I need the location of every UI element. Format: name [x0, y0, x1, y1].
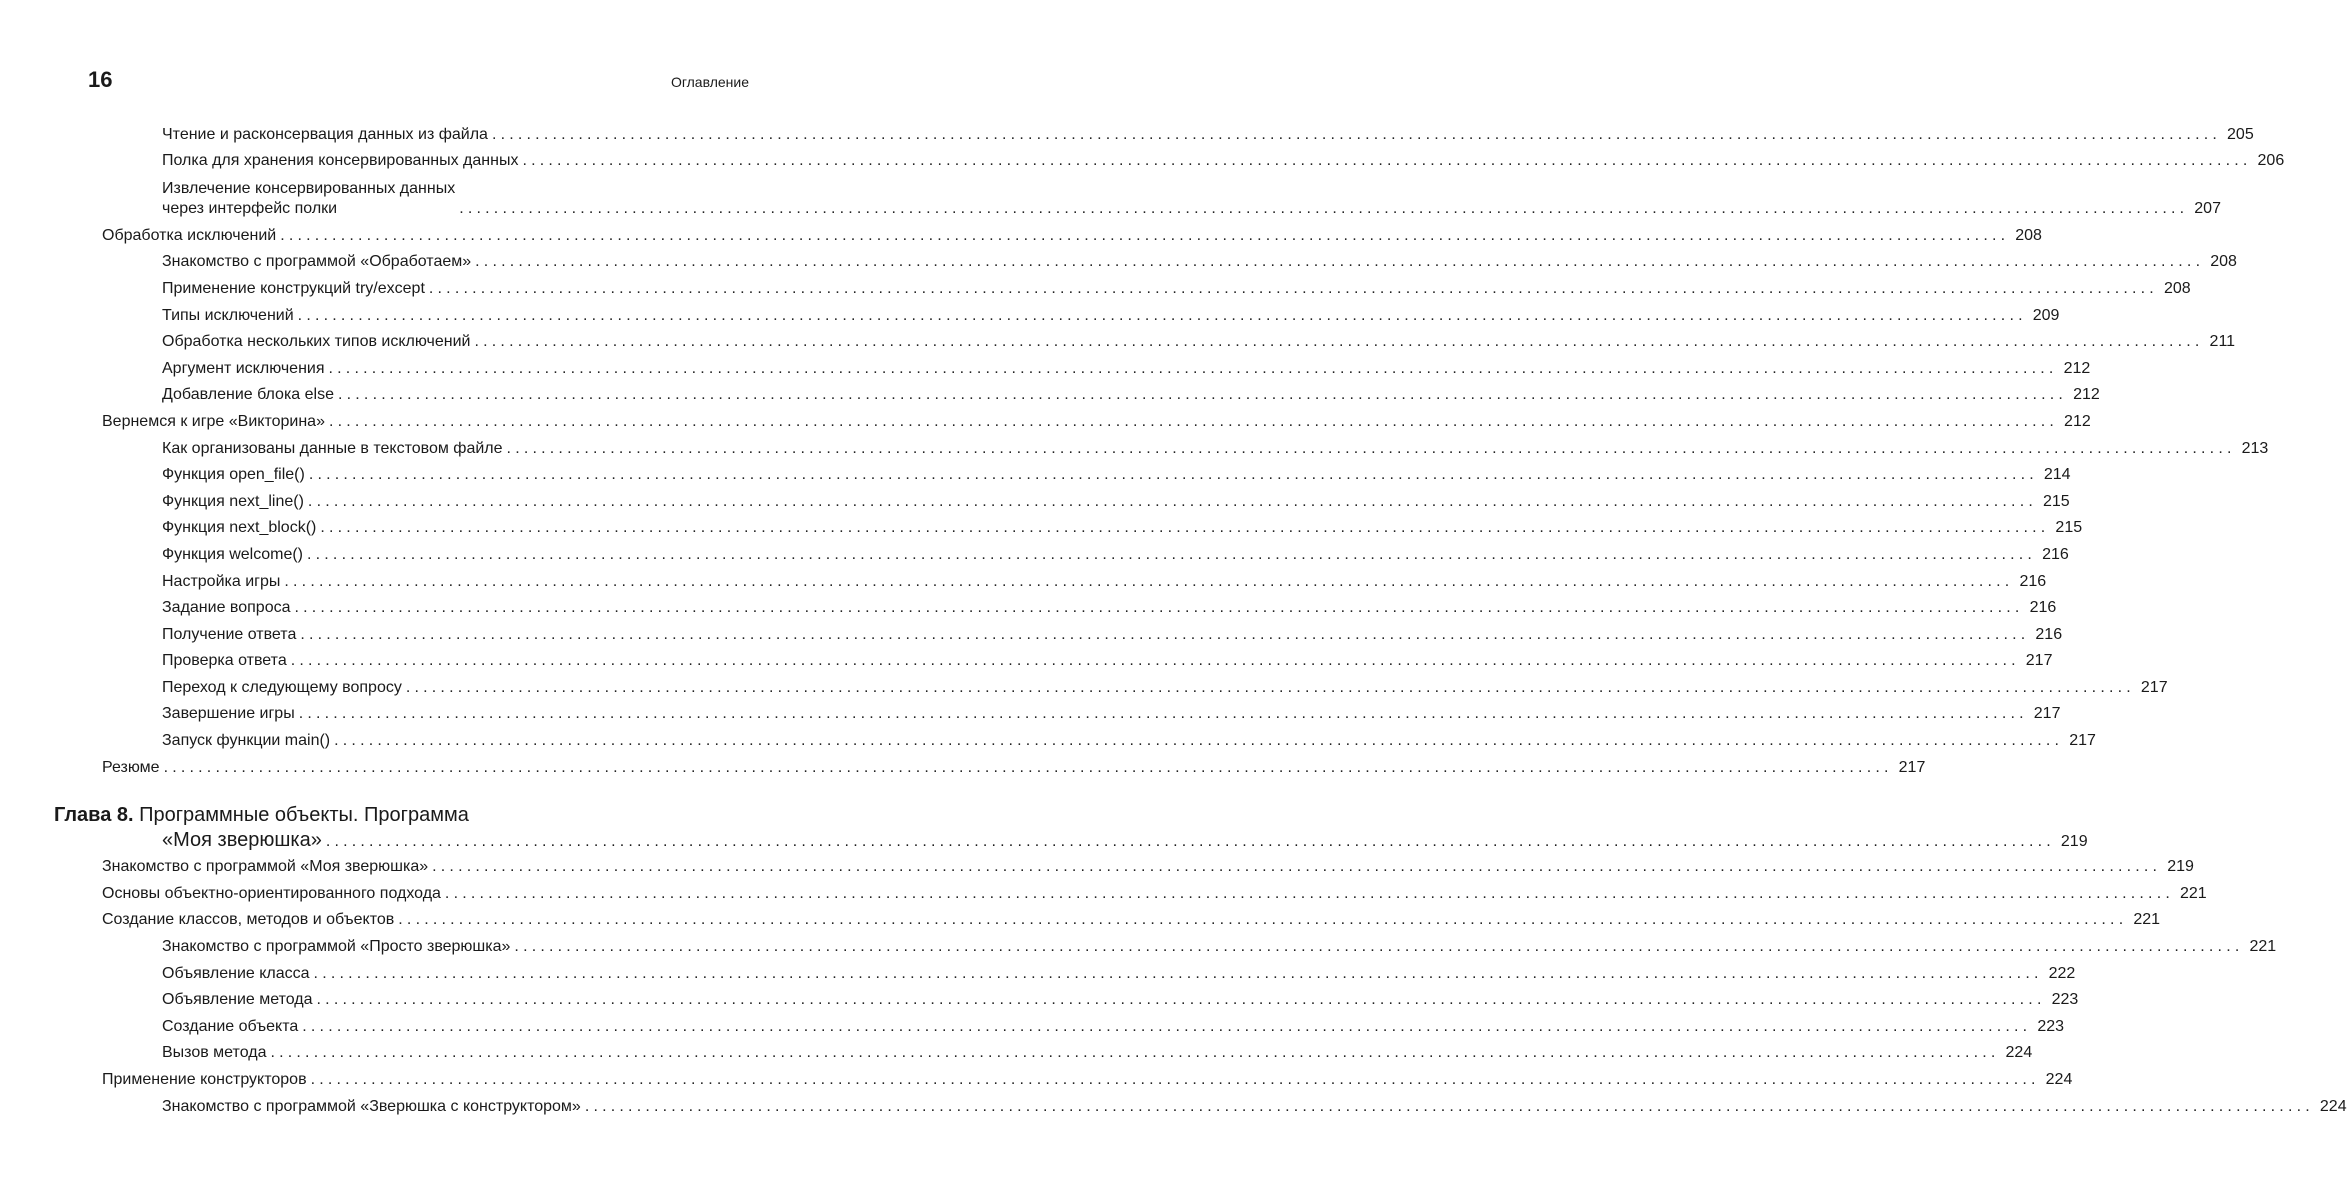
toc-entry[interactable]: [0, 148, 2285, 175]
toc-entry[interactable]: [0, 355, 2091, 382]
toc-entry-label: Чтение и расконсервация данных из файла: [162, 125, 488, 143]
toc-entry-label: Объявление класса: [162, 964, 310, 982]
dot-leader: ........................................................................................................................................................................................................: [298, 705, 2028, 723]
toc-entry-label: Получение ответа: [162, 625, 297, 643]
dot-leader: ........................................................................................................................................................................................................: [284, 572, 2014, 590]
toc-entry-page-number: 205: [2227, 125, 2254, 143]
toc-entry-page-number: 217: [2033, 705, 2061, 723]
toc-entry[interactable]: [0, 382, 2100, 409]
toc-entry[interactable]: [0, 275, 2191, 302]
toc-entry[interactable]: [0, 1013, 2065, 1040]
toc-entry-page-number: 215: [2055, 519, 2083, 537]
toc-entry-page-number: 222: [2048, 964, 2076, 982]
toc-entry-page-number: 224: [2045, 1071, 2073, 1088]
dot-leader: ........................................................................................................................................................................................................: [514, 938, 2244, 956]
toc-entry-label: Вызов метода: [162, 1044, 267, 1062]
dot-leader: ........................................................................................................................................................................................................: [334, 732, 2064, 750]
table-of-contents: [0, 121, 2347, 1120]
toc-entry-page-number: 217: [2069, 732, 2096, 750]
toc-entry[interactable]: [0, 121, 2254, 148]
dot-leader: ........................................................................................................................................................................................................: [308, 466, 2038, 484]
toc-entry-label: Функция welcome(): [162, 545, 303, 563]
dot-leader: ........................................................................................................................................................................................................: [280, 226, 2010, 244]
toc-entry[interactable]: [0, 701, 2061, 728]
toc-entry-page-number: 224: [2319, 1097, 2347, 1115]
toc-entry-label: Создание объекта: [162, 1017, 299, 1035]
toc-entry-label: [162, 179, 455, 222]
toc-entry[interactable]: [0, 907, 2161, 934]
toc-entry[interactable]: [0, 674, 2168, 701]
dot-leader: ........................................................................................................................................................................................................: [328, 412, 2059, 430]
chapter-title-line2: «Моя зверюшка»: [162, 828, 322, 851]
toc-entry[interactable]: [0, 488, 2070, 515]
dot-leader: ........................................................................................................................................................................................................: [459, 200, 2189, 218]
toc-entry[interactable]: [0, 302, 2060, 329]
dot-leader: ........................................................................................................................................................................................................: [302, 1017, 2032, 1035]
toc-entry-page-number: 207: [2194, 200, 2221, 218]
toc-entry-page-number: 216: [2019, 572, 2047, 590]
toc-entry-page-number: 216: [2029, 599, 2057, 617]
toc-entry-page-number: 224: [2005, 1044, 2033, 1062]
dot-leader: ........................................................................................................................................................................................................: [474, 333, 2204, 351]
toc-entry-page-number: 213: [2241, 439, 2269, 457]
toc-entry-label: Добавление блока else: [162, 386, 334, 404]
dot-leader: ........................................................................................................................................................................................................: [584, 1097, 2314, 1115]
toc-entry-page-number: 211: [2209, 333, 2236, 351]
toc-entry[interactable]: [0, 541, 2069, 568]
dot-leader: ........................................................................................................................................................................................................: [338, 386, 2068, 404]
dot-leader: ........................................................................................................................................................................................................: [307, 545, 2037, 563]
toc-entry-label: Обработка нескольких типов исключений: [162, 333, 471, 351]
toc-entry-label: Знакомство с программой «Моя зверюшка»: [102, 858, 429, 876]
toc-entry[interactable]: [0, 933, 2277, 960]
toc-entry-page-number: 206: [2257, 152, 2285, 170]
toc-entry[interactable]: [0, 727, 2096, 754]
dot-leader: ........................................................................................................................................................................................................: [325, 832, 2055, 850]
toc-entry[interactable]: [0, 329, 2236, 356]
toc-entry[interactable]: [0, 249, 2237, 276]
toc-entry[interactable]: [0, 222, 2042, 249]
toc-entry-page-number: 221: [2179, 884, 2207, 902]
toc-entry-label: Как организованы данные в текстовом файле: [162, 439, 503, 457]
toc-entry[interactable]: [0, 854, 2194, 881]
toc-entry-label: Переход к следующему вопросу: [162, 678, 402, 696]
toc-entry[interactable]: [0, 1066, 2073, 1093]
toc-entry[interactable]: [0, 621, 2063, 648]
chapter-heading[interactable]: [0, 802, 2088, 854]
toc-entry-label: Функция open_file(): [162, 466, 305, 484]
toc-entry-label-line1: Извлечение консервированных данных: [162, 180, 456, 198]
dot-leader: ........................................................................................................................................................................................................: [475, 253, 2205, 271]
toc-entry-page-number: 217: [2140, 678, 2168, 696]
toc-entry-label: Функция next_line(): [162, 492, 304, 510]
dot-leader: ........................................................................................................................................................................................................: [297, 306, 2027, 324]
toc-entry[interactable]: [0, 648, 2053, 675]
toc-entry-page-number: 221: [2133, 911, 2161, 929]
toc-entry-label: Аргумент исключения: [162, 359, 325, 377]
toc-entry[interactable]: [0, 568, 2047, 595]
toc-entry-page-number: 215: [2042, 492, 2070, 510]
toc-entry-label: Типы исключений: [162, 306, 294, 324]
toc-entry[interactable]: [0, 1040, 2033, 1067]
toc-entry-label: Резюме: [102, 758, 160, 776]
toc-entry-label: Вернемся к игре «Викторина»: [102, 412, 325, 430]
toc-entry[interactable]: [0, 174, 2221, 222]
dot-leader: ........................................................................................................................................................................................................: [313, 964, 2043, 982]
toc-entry-page-number: 208: [2015, 226, 2042, 244]
toc-entry-label: Запуск функции main(): [162, 732, 331, 750]
toc-entry-page-number: 223: [2037, 1017, 2065, 1035]
toc-entry-label: Настройка игры: [162, 572, 281, 590]
dot-leader: ........................................................................................................................................................................................................: [300, 625, 2030, 643]
toc-entry-label: Задание вопроса: [162, 599, 291, 617]
toc-entry-page-number: 212: [2064, 412, 2091, 430]
toc-entry-page-number: 221: [2249, 938, 2277, 956]
toc-entry-page-number: 212: [2073, 386, 2100, 404]
toc-entry-label: Полка для хранения консервированных данных: [162, 152, 519, 170]
toc-entry[interactable]: [0, 1093, 2347, 1120]
toc-entry-page-number: 208: [2210, 253, 2237, 271]
toc-entry-page-number: 209: [2032, 306, 2060, 324]
dot-leader: ........................................................................................................................................................................................................: [328, 359, 2058, 377]
toc-entry[interactable]: [0, 408, 2091, 435]
toc-entry[interactable]: [0, 960, 2076, 987]
toc-entry-label: Применение конструкторов: [102, 1071, 307, 1088]
chapter-title-line1: Программные объекты. Программа: [139, 803, 469, 826]
toc-entry-page-number: 212: [2063, 359, 2091, 377]
dot-leader: ........................................................................................................................................................................................................: [310, 1071, 2040, 1088]
dot-leader: ........................................................................................................................................................................................................: [506, 439, 2236, 457]
dot-leader: ........................................................................................................................................................................................................: [405, 678, 2135, 696]
toc-entry-label: Применение конструкций try/except: [162, 279, 425, 297]
toc-entry-label-line2: через интерфейс полки: [162, 200, 338, 218]
toc-entry-page-number: 214: [2043, 466, 2071, 484]
toc-entry-page-number: 216: [2035, 625, 2063, 643]
dot-leader: ........................................................................................................................................................................................................: [270, 1044, 2000, 1062]
toc-entry[interactable]: [0, 435, 2269, 462]
toc-entry[interactable]: [0, 880, 2207, 907]
running-header: Оглавление: [670, 74, 749, 90]
dot-leader: ........................................................................................................................................................................................................: [522, 152, 2252, 170]
dot-leader: ........................................................................................................................................................................................................: [316, 991, 2046, 1009]
chapter-label: Глава 8.: [54, 803, 134, 826]
toc-entry-label: Знакомство с программой «Просто зверюшка»: [162, 938, 511, 956]
toc-entry-label: Функция next_block(): [162, 519, 317, 537]
page-number: 16: [88, 67, 113, 92]
toc-entry-page-number: 219: [2167, 858, 2194, 876]
toc-section-chapter-8: [0, 854, 2347, 1120]
toc-entry[interactable]: [0, 462, 2071, 489]
toc-entry-label: Знакомство с программой «Зверюшка с конструктором»: [162, 1097, 581, 1115]
toc-entry-label: Обработка исключений: [102, 226, 277, 244]
toc-entry-label: Основы объектно-ориентированного подхода: [102, 884, 441, 902]
toc-entry-label: Знакомство с программой «Обработаем»: [162, 253, 472, 271]
toc-entry[interactable]: [0, 515, 2083, 542]
toc-entry-label: Проверка ответа: [162, 652, 287, 670]
toc-entry[interactable]: [0, 987, 2079, 1014]
dot-leader: ........................................................................................................................................................................................................: [163, 758, 1893, 776]
dot-leader: ........................................................................................................................................................................................................: [307, 492, 2037, 510]
dot-leader: ........................................................................................................................................................................................................: [294, 599, 2024, 617]
dot-leader: ........................................................................................................................................................................................................: [320, 519, 2050, 537]
toc-entry-label: Объявление метода: [162, 991, 313, 1009]
dot-leader: ........................................................................................................................................................................................................: [428, 279, 2158, 297]
toc-entry-page-number: 216: [2042, 545, 2069, 563]
toc-entry-page-number: 208: [2163, 279, 2191, 297]
dot-leader: ........................................................................................................................................................................................................: [432, 858, 2162, 876]
toc-entry[interactable]: [0, 595, 2057, 622]
dot-leader: ........................................................................................................................................................................................................: [290, 652, 2020, 670]
toc-entry-page-number: 223: [2051, 991, 2079, 1009]
toc-entry[interactable]: [0, 754, 1926, 781]
toc-entry-label: Создание классов, методов и объектов: [102, 911, 395, 929]
toc-section-chapter-7-continued: [0, 121, 2285, 781]
dot-leader: ........................................................................................................................................................................................................: [444, 884, 2174, 902]
toc-entry-page-number: 217: [2025, 652, 2053, 670]
chapter-page-number: 219: [2060, 832, 2088, 850]
dot-leader: ........................................................................................................................................................................................................: [398, 911, 2128, 929]
dot-leader: ........................................................................................................................................................................................................: [491, 125, 2222, 143]
toc-entry-page-number: 217: [1898, 758, 1926, 776]
toc-entry-label: Завершение игры: [162, 705, 295, 723]
